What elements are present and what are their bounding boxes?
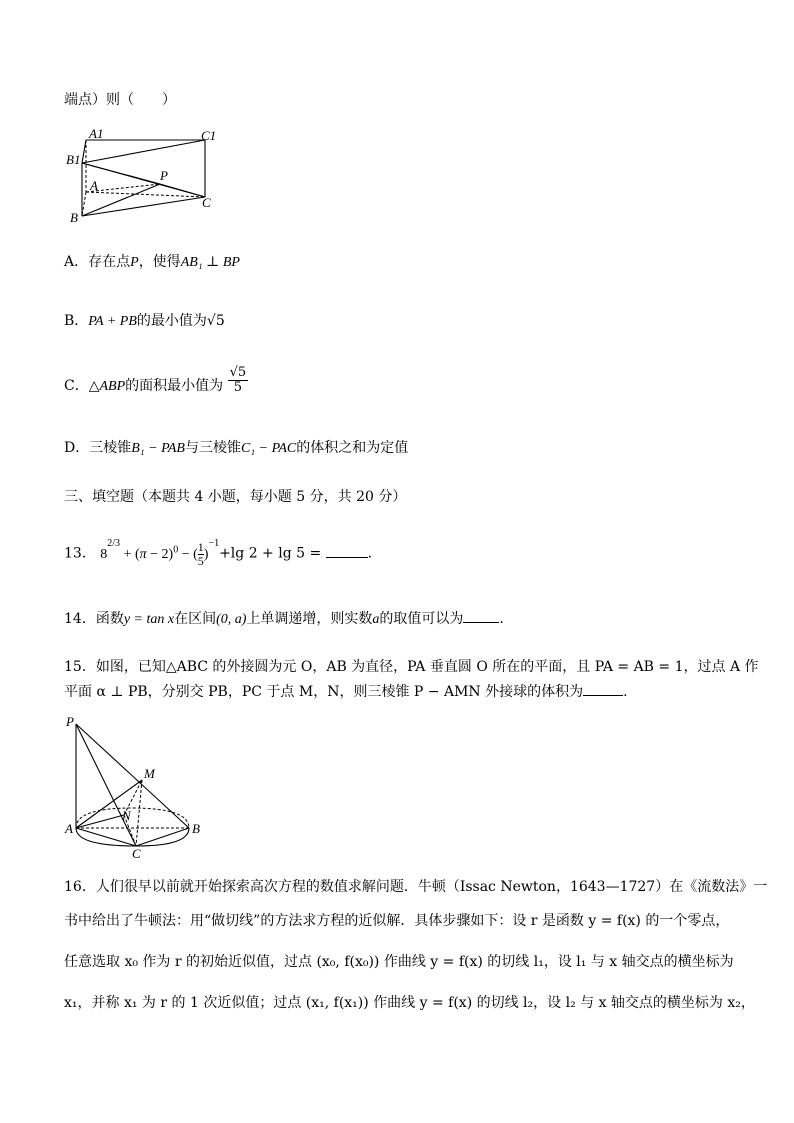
- fig1-label-b: B: [70, 210, 78, 225]
- question-16-line-1: 16．人们很早以前就开始探索高次方程的数值求解问题．牛顿（Issac Newton，1643—1727）在《流数法》一: [64, 879, 768, 895]
- option-a: A．存在点P，使得AB₁ ⊥ BP: [64, 254, 240, 270]
- question-16-line-4: x₁，并称 x₁ 为 r 的 1 次近似值；过点 (x₁, f(x₁)) 作曲线 y = f(x) 的切线 l₂，设 l₂ 与 x 轴交点的横坐标为 x₂，: [64, 995, 755, 1011]
- fig2-label-p: P: [66, 714, 74, 729]
- fig1-label-b1: B1: [66, 152, 81, 167]
- fig2-label-c: C: [132, 846, 141, 861]
- q13-answer-blank[interactable]: [326, 543, 368, 558]
- question-14: 14．函数y = tan x在区间(0, a)上单调递增，则实数a的取值可以为 .: [64, 608, 504, 630]
- fig1-label-a1: A1: [89, 126, 104, 141]
- fig2-label-b: B: [192, 821, 200, 836]
- fig2-label-a: A: [65, 821, 73, 836]
- fig2-label-m: M: [144, 766, 155, 781]
- question-15-line-1: 15．如图，已知△ABC 的外接圆为元 O，AB 为直径，PA 垂直圆 O 所在的平面，且 PA = AB = 1，过点 A 作: [64, 659, 759, 675]
- option-c: C．△ABP的面积最小值为 $\frac{√5}{5}$: [64, 364, 247, 395]
- fig1-label-a: A: [90, 178, 98, 193]
- option-b: B．PA + PB的最小值为√5: [64, 313, 225, 329]
- fig1-label-c: C: [202, 195, 211, 210]
- pyramid-circle-figure: [62, 712, 222, 862]
- option-d: D．三棱锥B₁ − PAB与三棱锥C₁ − PAC的体积之和为定值: [64, 440, 409, 456]
- q13-expression: $8^{2/3} + (\pi - 2)^0$ − ( $\frac{1}{5}$ )$^{-1}$: [100, 538, 220, 568]
- fig1-label-p: P: [160, 168, 168, 183]
- prism-figure: [62, 126, 222, 226]
- option-c-fraction: $\frac{√5}{5}$: [229, 364, 247, 395]
- fig2-label-n: N: [122, 808, 131, 823]
- question-13: 13． $8^{2/3} + (\pi - 2)^0$ − ( $\frac{1}{5}$ )$^{-1}$+lg 2 + lg 5 = .: [64, 538, 373, 568]
- question-15-line-2: 平面 α ⊥ PB，分别交 PB，PC 于点 M，N，则三棱锥 P − AMN 外接球的体积为 .: [64, 681, 628, 702]
- q15-answer-blank[interactable]: [583, 681, 623, 696]
- question-intro: 端点）则（ ）: [64, 92, 176, 108]
- question-16-line-3: 任意选取 x₀ 作为 r 的初始近似值，过点 (x₀, f(x₀)) 作曲线 y = f(x) 的切线 l₁，设 l₁ 与 x 轴交点的横坐标为: [64, 954, 734, 970]
- fig1-label-c1: C1: [201, 128, 217, 143]
- section-heading: 三、填空题（本题共 4 小题，每小题 5 分，共 20 分）: [64, 489, 407, 505]
- q14-answer-blank[interactable]: [463, 608, 499, 623]
- question-16-line-2: 书中给出了牛顿法：用“做切线”的方法求方程的近似解．具体步骤如下：设 r 是函数 y = f(x) 的一个零点，: [64, 913, 730, 929]
